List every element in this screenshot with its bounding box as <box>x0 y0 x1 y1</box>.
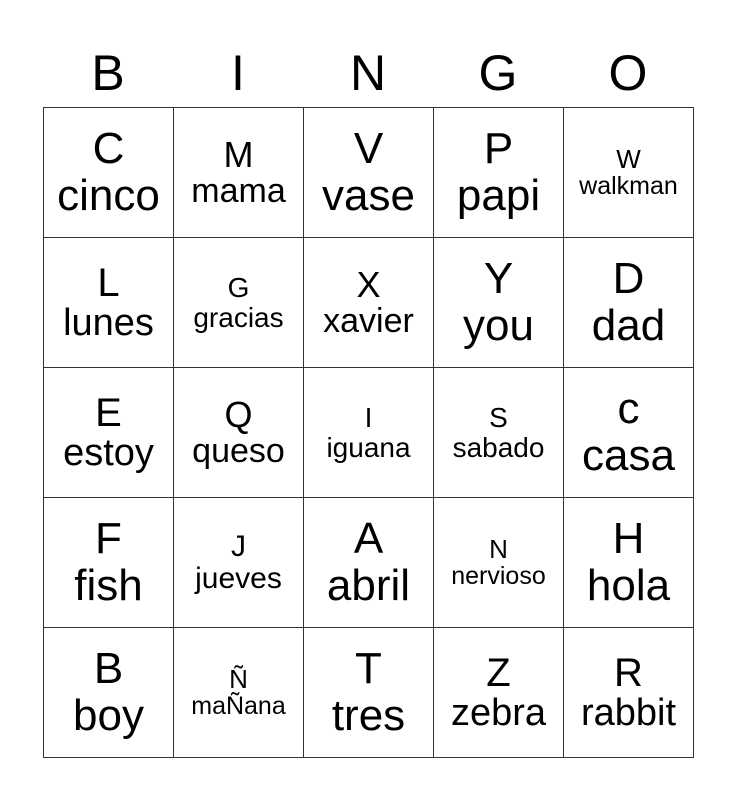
bingo-cell[interactable] <box>434 498 564 628</box>
cell-letter: Ñ <box>229 663 248 694</box>
bingo-cell[interactable] <box>44 368 174 498</box>
cell-letter: X <box>356 263 381 305</box>
cell-word: xavier <box>323 301 414 340</box>
cell-word: estoy <box>63 431 154 474</box>
cell-letter: W <box>616 143 641 174</box>
cell-letter: V <box>353 124 384 174</box>
cell-letter: S <box>489 402 508 434</box>
cell-letter: L <box>97 260 120 305</box>
cell-word: iguana <box>326 431 411 463</box>
cell-word: gracias <box>193 301 284 333</box>
header-letter-b: B <box>91 45 125 101</box>
cell-letter: J <box>231 530 246 563</box>
cell-letter: C <box>92 124 125 174</box>
bingo-cell[interactable] <box>564 368 694 498</box>
bingo-header <box>43 40 693 106</box>
header-letter-n: N <box>349 45 387 101</box>
cell-word: fish <box>74 560 143 610</box>
cell-letter: I <box>364 402 373 434</box>
cell-letter: c <box>617 384 640 434</box>
cell-letter: Z <box>486 650 511 695</box>
cell-word: jueves <box>195 561 282 595</box>
bingo-cell[interactable] <box>304 628 434 758</box>
bingo-cell[interactable] <box>434 368 564 498</box>
cell-word: mama <box>191 171 286 210</box>
cell-word: hola <box>586 560 671 610</box>
bingo-board <box>43 107 694 758</box>
header-letter-i: I <box>231 45 245 101</box>
cell-word: dad <box>591 300 666 350</box>
bingo-cell[interactable] <box>174 498 304 628</box>
header-letter-o: O <box>608 45 648 101</box>
bingo-cell[interactable] <box>434 108 564 238</box>
cell-word: papi <box>456 170 541 220</box>
cell-word: sabado <box>452 431 545 463</box>
bingo-cell[interactable] <box>44 628 174 758</box>
bingo-cell[interactable] <box>434 238 564 368</box>
cell-letter: T <box>355 644 382 694</box>
bingo-cell[interactable] <box>174 108 304 238</box>
bingo-cell[interactable] <box>44 108 174 238</box>
cell-word: tres <box>331 690 406 740</box>
cell-word: nervioso <box>451 562 546 591</box>
cell-word: walkman <box>579 172 678 201</box>
cell-word: you <box>463 300 534 350</box>
cell-word: zebra <box>450 691 547 734</box>
cell-letter: R <box>614 650 643 695</box>
cell-word: lunes <box>63 301 154 344</box>
cell-letter: D <box>612 254 645 304</box>
cell-word: maÑana <box>191 692 286 721</box>
bingo-cell[interactable] <box>564 628 694 758</box>
cell-letter: H <box>612 514 645 564</box>
bingo-cell[interactable] <box>564 238 694 368</box>
bingo-cell[interactable] <box>174 628 304 758</box>
cell-letter: Y <box>483 254 514 304</box>
bingo-cell[interactable] <box>304 108 434 238</box>
cell-letter: M <box>223 133 254 175</box>
bingo-cell[interactable] <box>434 628 564 758</box>
bingo-cell[interactable] <box>304 368 434 498</box>
header-letter-g: G <box>478 45 518 101</box>
cell-word: rabbit <box>580 691 677 734</box>
bingo-cell[interactable] <box>564 498 694 628</box>
cell-letter: N <box>489 533 508 564</box>
cell-word: boy <box>73 690 144 740</box>
cell-letter: A <box>353 514 384 564</box>
cell-word: casa <box>582 430 675 480</box>
bingo-cell[interactable] <box>174 368 304 498</box>
cell-letter: B <box>93 644 124 694</box>
cell-letter: E <box>95 390 122 435</box>
bingo-cell[interactable] <box>304 238 434 368</box>
bingo-cell[interactable] <box>304 498 434 628</box>
cell-letter: G <box>227 272 250 304</box>
cell-letter: P <box>483 124 514 174</box>
bingo-cell[interactable] <box>44 498 174 628</box>
cell-word: queso <box>192 431 285 470</box>
cell-word: abril <box>326 560 411 610</box>
bingo-cell[interactable] <box>174 238 304 368</box>
cell-letter: F <box>95 514 122 564</box>
bingo-cell[interactable] <box>564 108 694 238</box>
cell-word: vase <box>322 170 415 220</box>
cell-letter: Q <box>224 393 253 435</box>
bingo-cell[interactable] <box>44 238 174 368</box>
cell-word: cinco <box>57 170 160 220</box>
